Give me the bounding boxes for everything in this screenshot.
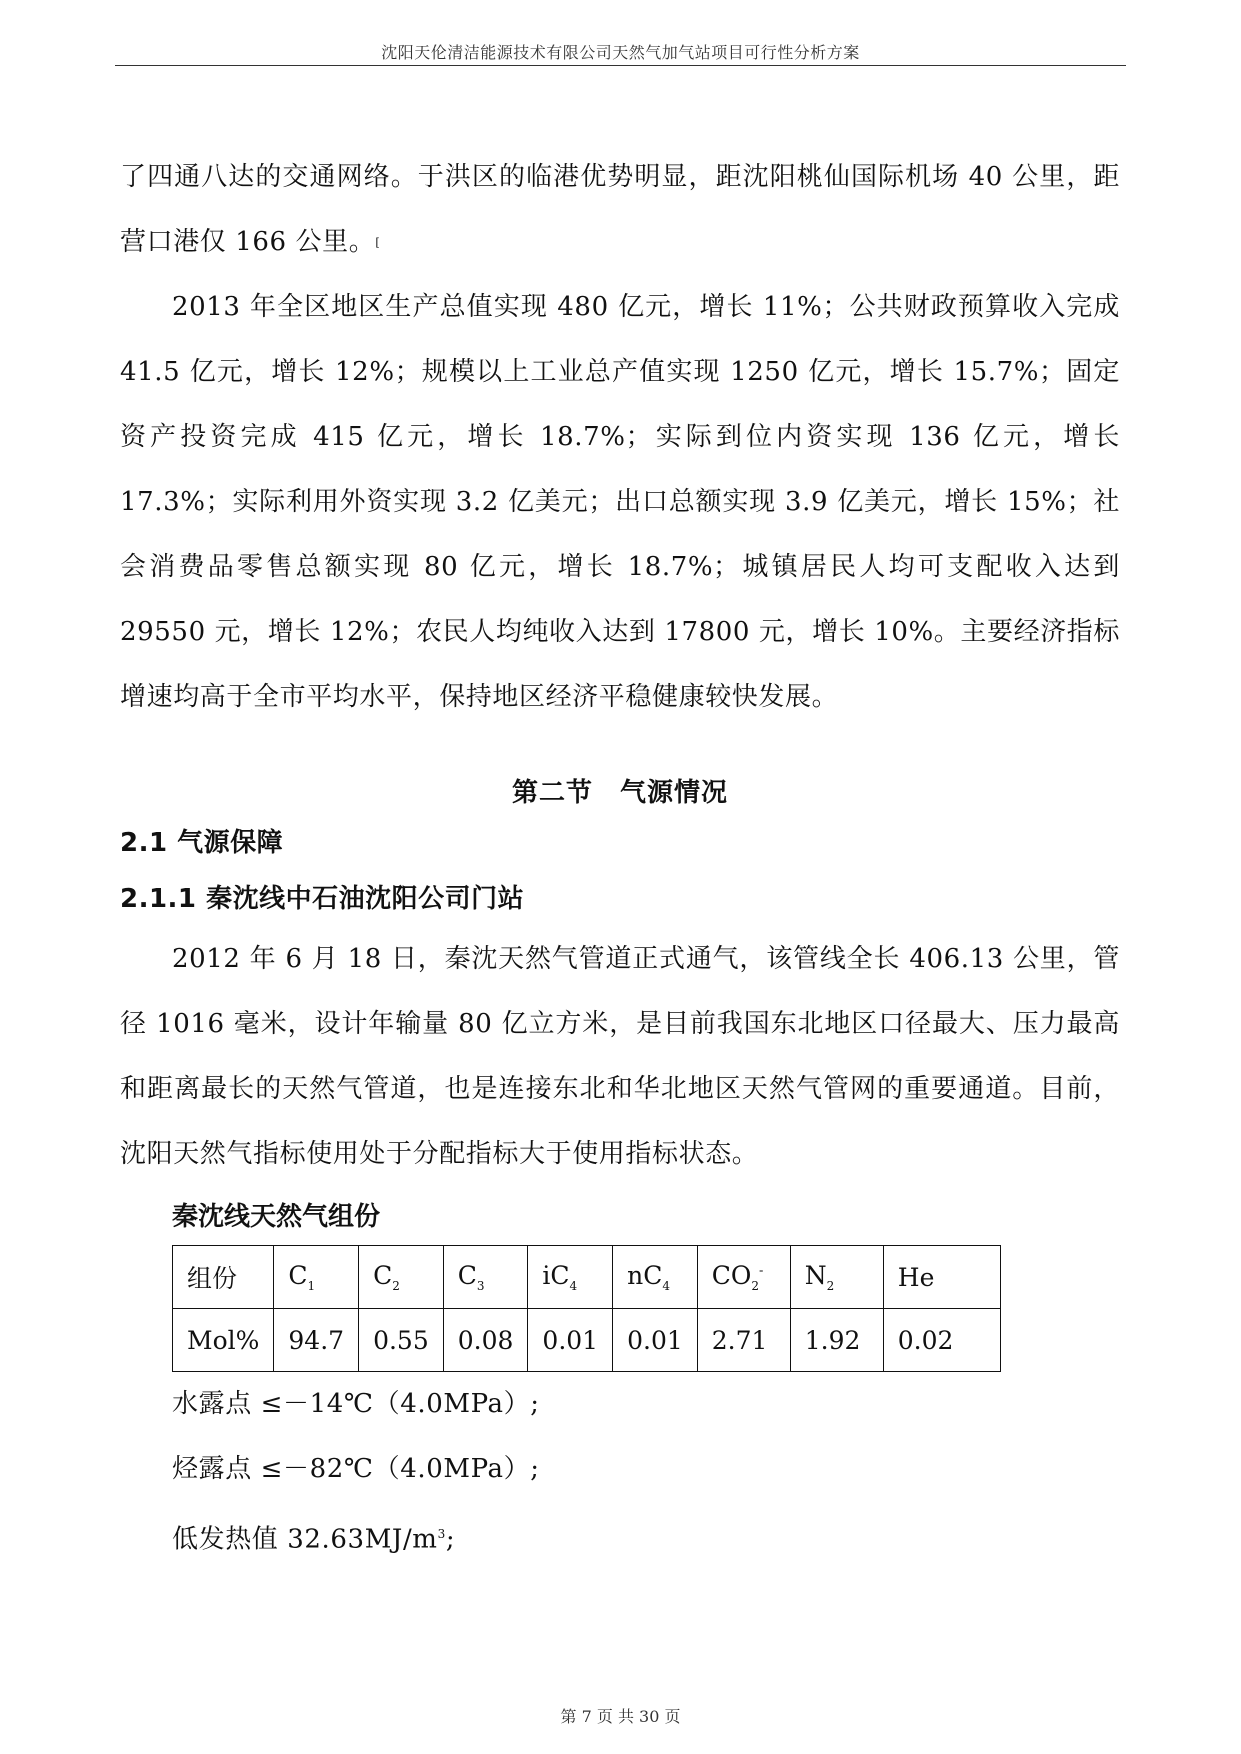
paragraph-transport-text: 了四通八达的交通网络。于洪区的临港优势明显，距沈阳桃仙国际机场 40 公里，距营口港仅 166 公里。: [120, 162, 1120, 257]
table-header-cell: 组份: [173, 1246, 274, 1309]
table-header-cell: $iC_4$: [528, 1246, 613, 1309]
header-divider: [115, 65, 1126, 66]
heading-gate-station: 2.1.1 秦沈线中石油沈阳公司门站: [120, 884, 525, 914]
lower-heating-value: 低发热值 $32.63MJ/m^3$;: [172, 1524, 456, 1555]
paragraph-transport: [120, 145, 1120, 275]
table-cell: 94.7: [274, 1309, 359, 1372]
page-header: 沈阳天伦清洁能源技术有限公司天然气加气站项目可行性分析方案: [381, 43, 860, 62]
paragraph-economy: 2013 年全区地区生产总值实现 480 亿元，增长 11%；公共财政预算收入完成 41.5 亿元，增长 12%；规模以上工业总产值实现 1250 亿元，增长 15.7%；固定资产投资完成 415 亿元，增长 18.7%；实际到位内资实现 136 亿元，增长 17.3%；实际利用外资实现 3.2 亿美元；出口总额实现 3.9 亿美元，增长 15%；社会消费品零售总额实现 80 亿元，增长 18.7%；城镇居民人均可支配收入达到 29550 元，增长 12%；农民人均纯收入达到 17800 元，增长 10%。主要经济指标增速均高于全市平均水平，保持地区经济平稳健康较快发展。: [120, 292, 1120, 712]
table-header-cell: $C_1$: [274, 1246, 359, 1309]
table-header-cell: He: [883, 1246, 1000, 1309]
table-header-cell: $N_2$: [790, 1246, 883, 1309]
page-body: [120, 145, 1120, 1573]
section-title: 第二节 气源情况: [511, 778, 728, 808]
table-cell: 0.08: [443, 1309, 528, 1372]
table-header-cell: $CO_2^-$: [697, 1246, 790, 1309]
hydrocarbon-dew-point: 烃露点 ≤－82℃（4.0MPa）;: [172, 1454, 540, 1484]
table-cell: 0.55: [359, 1309, 444, 1372]
table-header-cell: $C_3$: [443, 1246, 528, 1309]
composition-table: [172, 1245, 1001, 1372]
table-header-cell: $C_2$: [359, 1246, 444, 1309]
table-cell: 0.01: [528, 1309, 613, 1372]
heading-gas-supply: 2.1 气源保障: [120, 828, 284, 858]
table-row: [173, 1309, 1001, 1372]
table-cell: Mol%: [173, 1309, 274, 1372]
page-footer: 第 7 页 共 30 页: [560, 1707, 681, 1726]
table-cell: 2.71: [697, 1309, 790, 1372]
table-cell: 0.01: [613, 1309, 698, 1372]
table-caption: 秦沈线天然气组份: [172, 1202, 381, 1232]
table-header-row: [173, 1246, 1001, 1309]
table-header-cell: $nC_4$: [613, 1246, 698, 1309]
table-cell: 0.02: [883, 1309, 1000, 1372]
citation-mark: [: [375, 236, 381, 249]
water-dew-point: 水露点 ≤－14℃（4.0MPa）;: [172, 1389, 540, 1419]
paragraph-pipeline: 2012 年 6 月 18 日，秦沈天然气管道正式通气，该管线全长 406.13 公里，管径 1016 毫米，设计年输量 80 亿立方米，是目前我国东北地区口径最大、压力最高和距离最长的天然气管道，也是连接东北和华北地区天然气管网的重要通道。目前，沈阳天然气指标使用处于分配指标大于使用指标状态。: [120, 944, 1120, 1169]
table-cell: 1.92: [790, 1309, 883, 1372]
